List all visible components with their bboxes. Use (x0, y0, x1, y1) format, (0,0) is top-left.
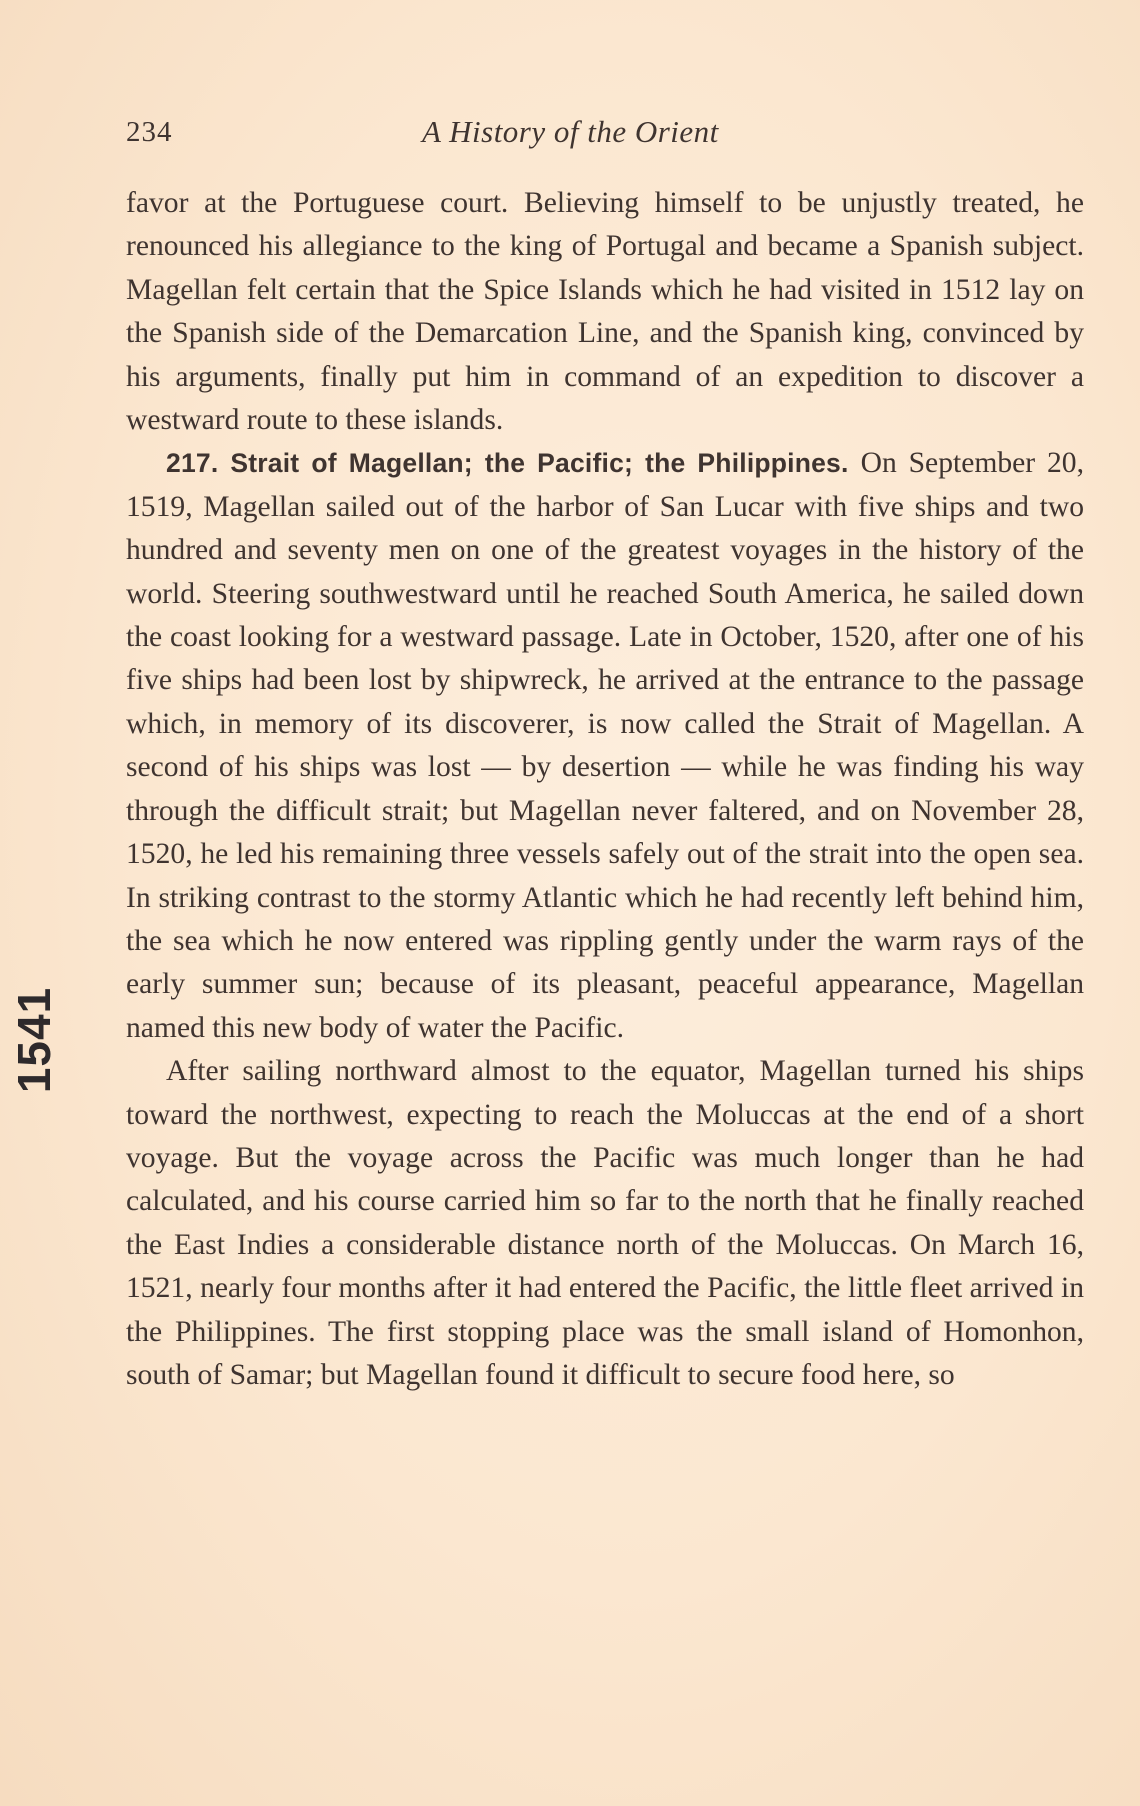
running-head (126, 116, 1084, 156)
running-title: A History of the Orient (422, 114, 719, 149)
paragraph-voyage (126, 1050, 1084, 1397)
paragraph-continuation (126, 182, 1084, 442)
margin-year-text: 1541 (8, 986, 60, 1094)
paragraph-text: On September 20, 1519, Magellan sailed out of the harbor of San Lucar with five ships and two hundred and seventy men on one of the greatest voyages in the history of the world. Steering southwestward until he reached South America, he sailed down the coast looking for a westward passage. Late in October, 1520, after one of his five ships had been lost by shipwreck, he arrived at the entrance to the passage which, in memory of its discoverer, is now called the Strait of Magellan. A second of his ships was lost — by desertion — while he was finding his way through the difficult strait; but Magellan never faltered, and on November 28, 1520, he led his remaining three vessels safely out of the strait into the open sea. In striking contrast to the stormy Atlantic which he had recently left behind him, the sea which he now entered was rippling gently under the warm rays of the early summer sun; because of its pleasant, peaceful appearance, Magellan named this new body of water the Pacific. (126, 447, 1085, 1044)
section-heading: 217. Strait of Magellan; the Pacific; the Philippines. (166, 448, 861, 479)
paragraph-text: After sailing northward almost to the equator, Magellan turned his ships toward the northwest, expecting to reach the Moluccas at the end of a short voyage. But the voyage across the Pacific was much longer than he had calculated, and his course carried him so far to the north that he finally reached the East Indies a considerable distance north of the Moluccas. On March 16, 1521, nearly four months after it had entered the Pacific, the little fleet arrived in the Philippines. The first stopping place was the small island of Homonhon, south of Samar; but Magellan found it difficult to secure food here, so (126, 1055, 1084, 1391)
margin-year-mark (10, 960, 58, 1120)
paragraph-text: favor at the Portuguese court. Believing himself to be unjustly treated, he renounced his allegiance to the king of Portugal and became a Spanish subject. Magellan felt certain that the Spice Islands which he had visited in 1512 lay on the Spanish side of the Demarcation Line, and the Spanish king, convinced by his arguments, finally put him in command of an expedition to discover a westward route to these islands. (126, 187, 1084, 437)
page-number: 234 (126, 116, 173, 148)
paragraph-section-217 (126, 442, 1084, 1050)
body-text (126, 182, 1084, 1397)
